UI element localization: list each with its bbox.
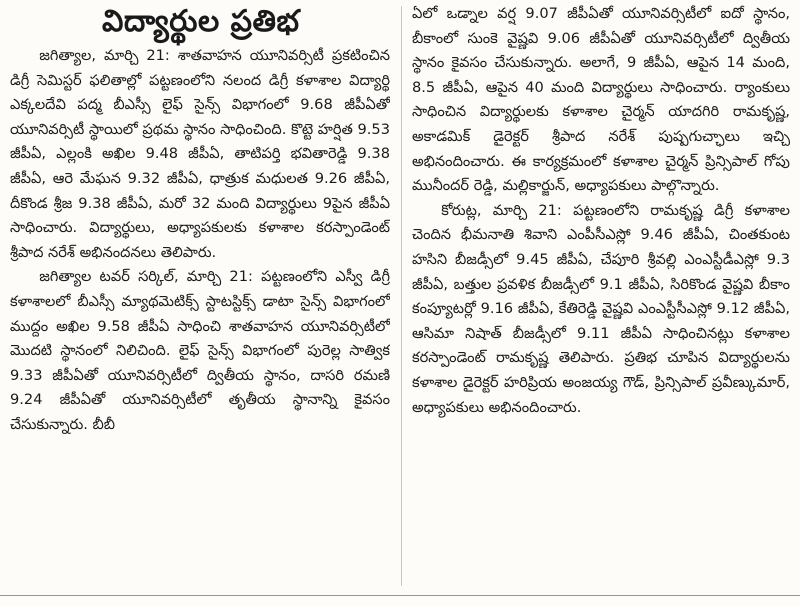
- headline: విద్యార్థుల ప్రతిభ: [102, 4, 300, 39]
- column-divider: [401, 6, 402, 586]
- paragraph-jagtial-tower-circle: జగిత్యాల టవర్ సర్కిల్, మార్చి 21: పట్టణంలోని ఎస్వీ డిగ్రీ కళాశాలలో బీఎస్సీ మ్యాథమెటిక్స్ స్టాటస్టిక్స్ డాటా సైన్స్ విభాగంలో ముద్దం అఖిల 9.58 జీపీఏ సాధించి శాతవాహన యూనివర్సిటీలో మొదటి స్థానంలో నిలిచింది. లైఫ్ సైన్స్ విభాగంలో పురెల్ల సాత్విక 9.33 జీపీఏతో యూనివర్సిటీలో ద్వితీయ స్థానం, దాసరి రమణి 9.24 జీపీఏతో యూనివర్సిటీలో తృతీయ స్థానాన్ని కైవసం చేసుకున్నారు. బీబీ: [10, 268, 390, 433]
- paragraph-jagtial-nalanda: జగిత్యాల, మార్చి 21: శాతవాహన యూనివర్సిటీ ప్రకటించిన డిగ్రీ సెమిస్టర్ ఫలితాల్లో పట్టణంలోని నలంద డిగ్రీ కళాశాల విద్యార్థి ఎక్కలదేవి పద్మ బీఎస్సీ లైఫ్ సైన్స్ విభాగంలో 9.68 జీపీఏతో యూనివర్సిటీ స్థాయిలో ప్రథమ స్థానం సాధించింది. కొట్టె హర్షిత 9.53 జీపీఏ, ఎల్లంకి అఖిల 9.48 జీపీఏ, తాటిపర్తి భవితారెడ్డి 9.38 జీపీఏ, ఆరె మేఘన 9.32 జీపీఏ, ధాత్రుక మధులత 9.26 జీపీఏ, దీకొండ శ్రీజ 9.38 జీపీఏ, మరో 32 మంది విద్యార్థులు 9పైన జీపీఏ సాధించారు. విద్యార్థులు, అధ్యాపకులకు కళాశాల కరస్పాండెంట్ శ్రీపాద నరేశ్ అభినందనలు తెలిపారు.: [10, 47, 390, 261]
- left-column: [10, 0, 390, 590]
- paragraph-continuation: ఏలో ఒడ్నాల వర్ష 9.07 జీపీఏతో యూనివర్సిటీలో ఐదో స్థానం, బీకాంలో సుంకె వైష్ణవి 9.06 జీపీఏతో యూనివర్సిటీలో ద్వితీయ స్థానం కైవసం చేసుకున్నారు. అలాగే, 9 జీపీఏ, ఆపైన 14 మంది, 8.5 జీపీఏ, ఆపైన 40 మంది విద్యార్థులు సాధించారు. ర్యాంకులు సాధించిన విద్యార్థులకు కళాశాల చైర్మన్ యాదగిరి రామకృష్ణ, అకాడమిక్ డైరెక్టర్ శ్రీపాద నరేశ్ పుష్పగుచ్ఛాలు ఇచ్చి అభినందించారు. ఈ కార్యక్రమంలో కళాశాల చైర్మన్ ప్రిన్సిపాల్ గోపు మునీందర్ రెడ్డి, మల్లికార్జున్, అధ్యాపకులు పాల్గొన్నారు.: [412, 5, 790, 195]
- paragraph-korutla: కోరుట్ల, మార్చి 21: పట్టణంలోని రామకృష్ణ డిగ్రీ కళాశాల చెందిన భీమనాతి శివాని ఎంపీసీఎస్లో 9.46 జీపీఏ, చింతకుంట హసిని బీజడ్సీలో 9.45 జీపీఏ, చేపూరి శ్రీవల్లి ఎంఎస్టీడీఎస్లో 9.3 జీపీఏ, బత్తుల ప్రవళిక బీజడ్సీలో 9.1 జీపీఏ, సిరికొండ వైష్ణవి బీకాం కంప్యూటర్లో 9.16 జీపీఏ, కేతిరెడ్డి వైష్ణవి ఎంఎస్టీసీఎస్లో 9.12 జీపీఏ, ఆసిమా నిషాత్ బీజడ్సీలో 9.11 జీపీఏ సాధించినట్లు కళాశాల కరస్పాండెంట్ రామకృష్ణ తెలిపారు. ప్రతిభ చూపిన విద్యార్థులను కళాశాల డైరెక్టర్ హరిప్రియ అంజయ్య గౌడ్, ప్రిన్సిపాల్ ప్రవీణ్కుమార్, అధ్యాపకులు అభినందించారు.: [412, 201, 790, 416]
- bottom-rule: [0, 595, 800, 596]
- right-column: [412, 2, 790, 592]
